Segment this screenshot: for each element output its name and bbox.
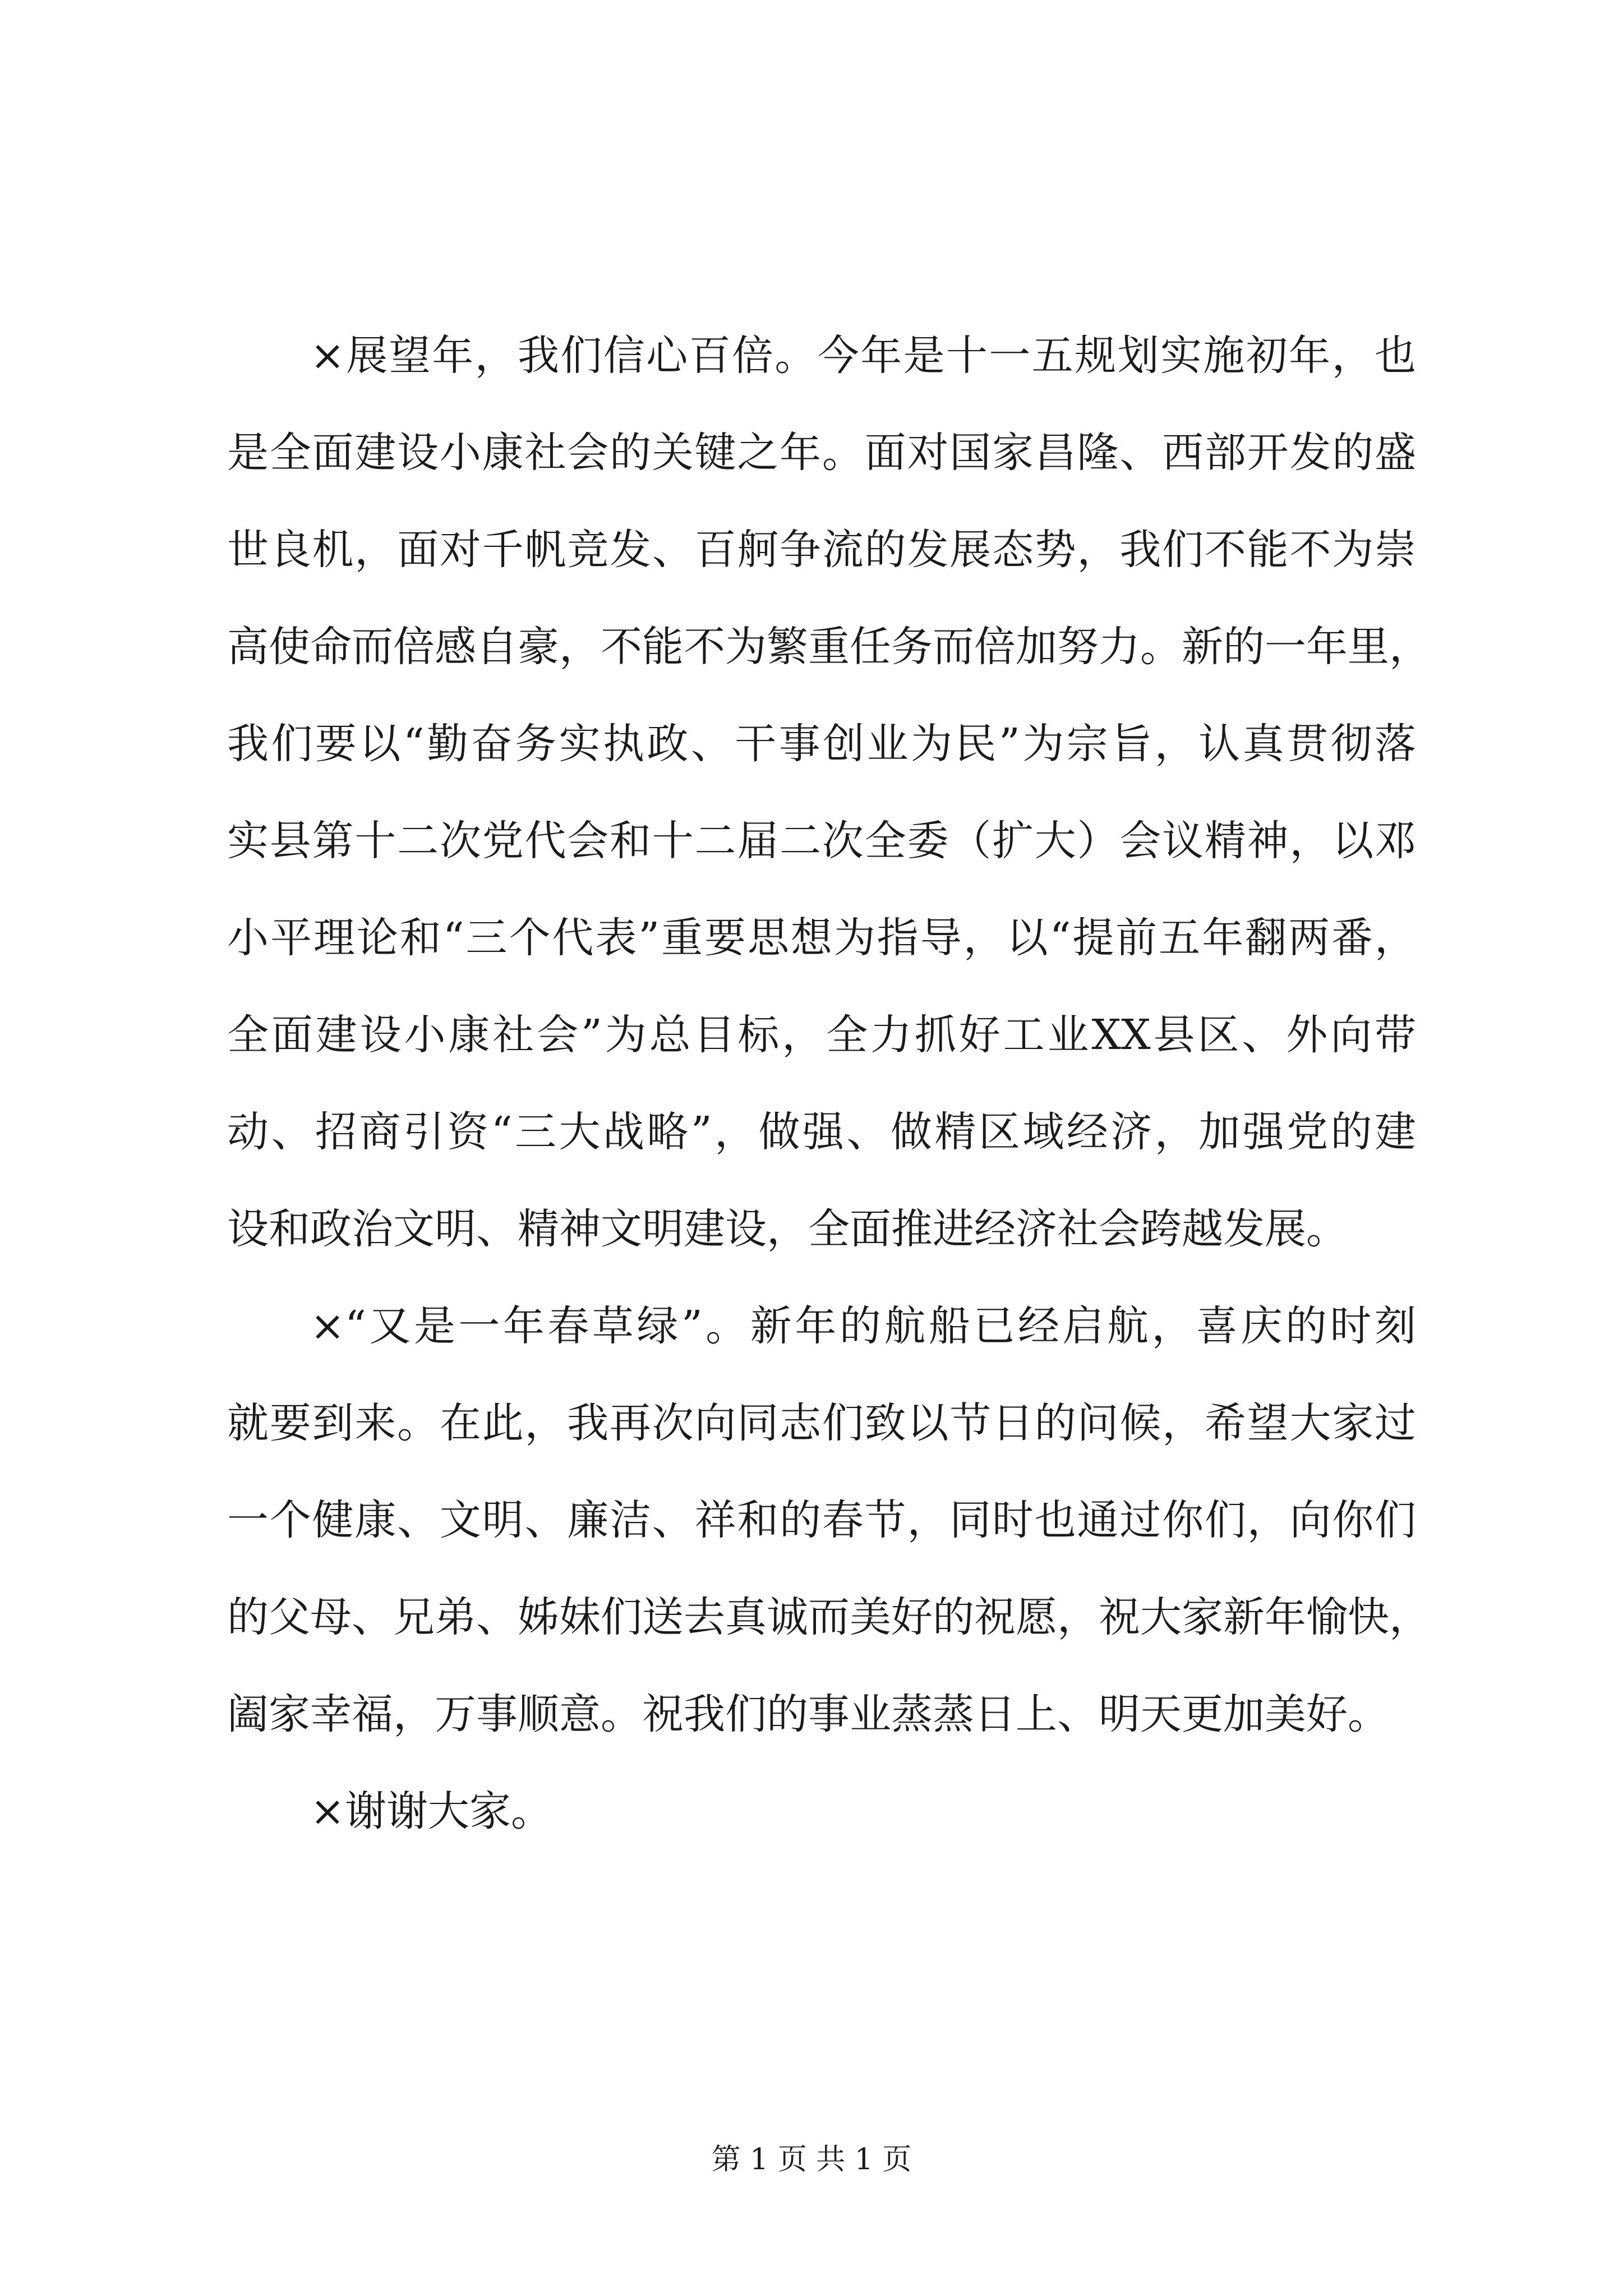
paragraph-line: 高使命而倍感自豪，不能不为繁重任务而倍加努力。新的一年里， [227, 623, 1431, 671]
paragraph-outlook [227, 307, 1431, 1278]
paragraph-line: 是全面建设小康社会的关键之年。面对国家昌隆、西部开发的盛 [227, 429, 1416, 477]
paragraph-line: 全面建设小康社会”为总目标，全力抓好工业XX县区、外向带 [227, 1011, 1416, 1059]
paragraph-line: 动、招商引资“三大战略”，做强、做精区域经济，加强党的建 [227, 1108, 1416, 1156]
paragraph-line: ×展望年，我们信心百倍。今年是十一五规划实施初年，也 [310, 332, 1416, 380]
paragraph-line: 阖家幸福，万事顺意。祝我们的事业蒸蒸日上、明天更加美好。 [227, 1690, 1389, 1738]
page-number-footer: 第 1 页 共 1 页 [711, 2143, 912, 2177]
paragraph-line: 的父母、兄弟、姊妹们送去真诚而美好的祝愿，祝大家新年愉快， [227, 1593, 1431, 1641]
paragraph-closing [227, 1763, 1416, 1860]
paragraph-greetings [227, 1278, 1431, 1763]
paragraph-line: 就要到来。在此，我再次向同志们致以节日的问候，希望大家过 [227, 1399, 1416, 1447]
paragraph-line: 一个健康、文明、廉洁、祥和的春节，同时也通过你们，向你们 [227, 1496, 1416, 1544]
paragraph-line: ×“又是一年春草绿”。新年的航船已经启航，喜庆的时刻 [310, 1302, 1416, 1350]
paragraph-line: 实县第十二次党代会和十二届二次全委（扩大）会议精神，以邓 [227, 817, 1416, 865]
paragraph-line: ×谢谢大家。 [310, 1787, 553, 1835]
paragraph-line: 世良机，面对千帆竞发、百舸争流的发展态势，我们不能不为崇 [227, 526, 1416, 574]
paragraph-line: 我们要以“勤奋务实执政、干事创业为民”为宗旨，认真贯彻落 [227, 720, 1416, 768]
document-body [227, 307, 1431, 1860]
paragraph-line: 小平理论和“三个代表”重要思想为指导，以“提前五年翻两番， [227, 914, 1416, 962]
paragraph-line: 设和政治文明、精神文明建设，全面推进经济社会跨越发展。 [227, 1205, 1348, 1253]
